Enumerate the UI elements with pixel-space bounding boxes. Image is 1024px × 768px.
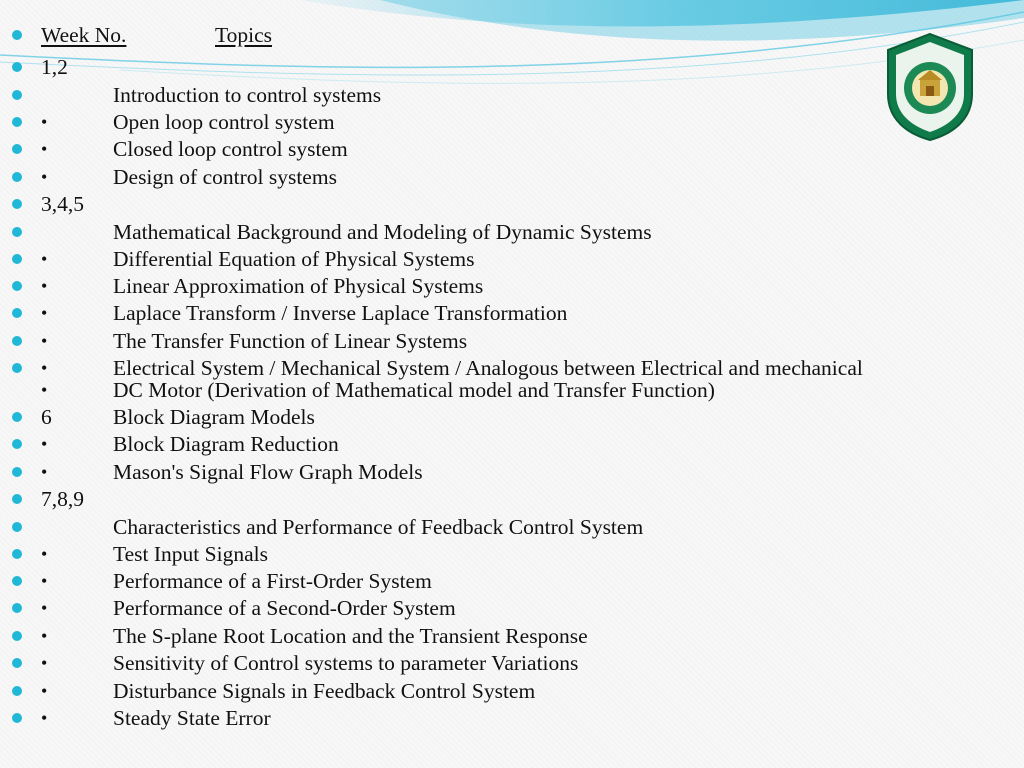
week-cell: • [41, 681, 48, 701]
topic-cell: Sensitivity of Control systems to parameter Variations [113, 651, 579, 675]
topic-cell: Block Diagram Reduction [113, 432, 339, 456]
list-item [0, 431, 1000, 457]
list-bullet-icon [12, 576, 22, 586]
topic-cell: Design of control systems [113, 165, 337, 189]
week-cell: 1,2 [41, 55, 68, 79]
week-cell: • [41, 276, 48, 296]
week-cell: • [41, 653, 48, 673]
list-item [0, 273, 1000, 299]
list-item [0, 678, 1000, 704]
topic-cell: The S-plane Root Location and the Transient Response [113, 624, 588, 648]
week-cell: • [41, 626, 48, 646]
list-item [0, 650, 1000, 676]
week-cell: • [41, 544, 48, 564]
list-item [0, 541, 1000, 567]
list-bullet-icon [12, 199, 22, 209]
list-item [0, 82, 1000, 108]
week-cell: • [41, 708, 48, 728]
list-bullet-icon [12, 90, 22, 100]
list-item [0, 328, 1000, 354]
topic-cell: Closed loop control system [113, 137, 348, 161]
list-bullet-icon [12, 336, 22, 346]
topic-cell: Open loop control system [113, 110, 335, 134]
topic-cell: Performance of a Second-Order System [113, 596, 456, 620]
list-item [0, 191, 1000, 217]
week-cell: • [41, 571, 48, 591]
week-cell: 3,4,5 [41, 192, 84, 216]
header-row [0, 22, 1000, 48]
list-item [0, 246, 1000, 272]
topics-header: Topics [215, 23, 273, 47]
list-bullet-icon [12, 631, 22, 641]
topic-cell: Mason's Signal Flow Graph Models [113, 460, 423, 484]
topic-cell: Introduction to control systems [113, 83, 382, 107]
list-bullet-icon [12, 117, 22, 127]
list-bullet-icon [12, 363, 22, 373]
topic-cell: Characteristics and Performance of Feedback Control System [113, 515, 644, 539]
list-bullet-icon [12, 412, 22, 422]
list-item [0, 623, 1000, 649]
week-cell: • [41, 303, 48, 323]
list-bullet-icon [12, 686, 22, 696]
list-item [0, 486, 1000, 512]
week-cell: • [41, 358, 48, 378]
list-item [0, 514, 1000, 540]
list-bullet-icon [12, 467, 22, 477]
week-cell: • [41, 462, 48, 482]
list-bullet-icon [12, 522, 22, 532]
list-bullet-icon [12, 281, 22, 291]
list-bullet-icon [12, 62, 22, 72]
list-bullet-icon [12, 603, 22, 613]
list-item [0, 164, 1000, 190]
topic-cell: Differential Equation of Physical Systems [113, 247, 475, 271]
list-bullet-icon [12, 30, 22, 40]
week-cell: 6 [41, 405, 52, 429]
list-bullet-icon [12, 439, 22, 449]
topic-cell: Electrical System / Mechanical System / Analogous between Electrical and mechanical [113, 356, 863, 380]
topic-cell: DC Motor (Derivation of Mathematical model and Transfer Function) [113, 378, 715, 402]
list-item [0, 459, 1000, 485]
list-item [0, 404, 1000, 430]
week-cell: • [41, 598, 48, 618]
topic-cell: Mathematical Background and Modeling of Dynamic Systems [113, 220, 652, 244]
list-bullet-icon [12, 308, 22, 318]
week-cell: • [41, 139, 48, 159]
list-bullet-icon [12, 172, 22, 182]
week-cell: 7,8,9 [41, 487, 84, 511]
list-bullet-icon [12, 658, 22, 668]
list-item [0, 219, 1000, 245]
topic-cell: Disturbance Signals in Feedback Control System [113, 679, 536, 703]
week-cell: • [41, 331, 48, 351]
week-cell: • [41, 380, 48, 400]
list-item [0, 109, 1000, 135]
topic-cell: The Transfer Function of Linear Systems [113, 329, 468, 353]
list-bullet-icon [12, 144, 22, 154]
topic-cell: Block Diagram Models [113, 405, 315, 429]
topic-cell: Performance of a First-Order System [113, 569, 432, 593]
topic-cell: Laplace Transform / Inverse Laplace Transformation [113, 301, 568, 325]
list-item [0, 568, 1000, 594]
week-cell: • [41, 167, 48, 187]
list-item [0, 136, 1000, 162]
list-item [0, 54, 1000, 80]
list-bullet-icon [12, 227, 22, 237]
list-bullet-icon [12, 494, 22, 504]
topic-cell: Test Input Signals [113, 542, 268, 566]
week-cell: • [41, 434, 48, 454]
list-bullet-icon [12, 254, 22, 264]
list-item [0, 377, 1000, 403]
topic-cell: Linear Approximation of Physical Systems [113, 274, 484, 298]
week-cell: • [41, 112, 48, 132]
topic-cell: Steady State Error [113, 706, 271, 730]
list-item [0, 300, 1000, 326]
list-bullet-icon [12, 713, 22, 723]
list-item [0, 595, 1000, 621]
week-cell: • [41, 249, 48, 269]
week-no-header: Week No. [41, 23, 127, 47]
list-bullet-icon [12, 549, 22, 559]
list-item [0, 705, 1000, 731]
